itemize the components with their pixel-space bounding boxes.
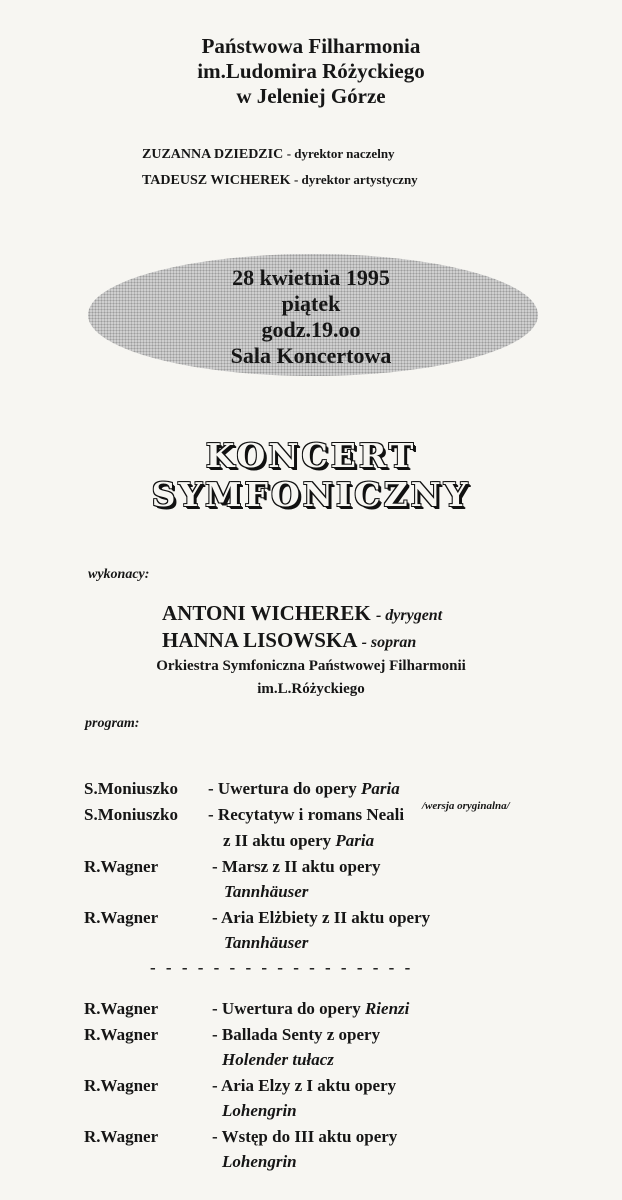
director-artistic [142,172,418,189]
director-general-role: - dyrektor naczelny [286,146,395,161]
program-work-opera: Tannhäuser [224,882,309,901]
program-composer: R.Wagner [84,908,159,927]
philharmonic-name-line2: im.Ludomira Różyckiego [197,59,425,83]
program-work-opera: Lohengrin [222,1101,297,1120]
orchestra-line2: im.L.Różyckiego [257,681,365,697]
event-venue: Sala Koncertowa [230,343,392,368]
program-composer: S.Moniuszko [84,779,178,798]
program-composer: R.Wagner [84,857,159,876]
orchestra-line1: Orkiestra Symfoniczna Państwowej Filharmonii [156,658,466,674]
program-work: - Recytatyw i romans Neali [208,805,405,824]
program-work: - Wstęp do III aktu opery [212,1127,398,1146]
program-work [212,999,409,1019]
program-work [208,779,400,799]
program-composer: R.Wagner [84,999,159,1018]
program-work: - Marsz z II aktu opery [212,857,381,876]
program-work-text: z II aktu opery [223,831,336,850]
performer-conductor-name: ANTONI WICHEREK [162,601,371,625]
program-composer: R.Wagner [84,1076,159,1095]
director-artistic-role: - dyrektor artystyczny [293,172,418,187]
philharmonic-name-line1: Państwowa Filharmonia [201,34,421,58]
director-artistic-name: TADEUSZ WICHEREK [142,173,291,188]
program-work-opera: Lohengrin [222,1152,297,1171]
program-work-opera: Rienzi [364,999,410,1018]
program-work-opera: Holender tułacz [222,1050,334,1069]
concert-title-line2: SYMFONICZNY [151,475,471,514]
performer-soprano-role: - sopran [361,634,417,651]
program-work-opera: Paria [360,779,400,798]
concert-title-line1: KONCERT [205,436,417,475]
program-work-text: - Uwertura do opery [208,779,361,798]
director-general [142,146,395,163]
philharmonic-name-line3: w Jeleniej Górze [236,84,386,108]
performers-label: wykonacy: [88,567,150,582]
intermission-separator: - - - - - - - - - - - - - - - - - [150,958,414,977]
program-label: program: [85,716,140,731]
program-composer: S.Moniuszko [84,805,178,824]
performer-soprano-name: HANNA LISOWSKA [162,628,357,652]
program-work-opera: Tannhäuser [224,933,309,952]
program-work-text: - Uwertura do opery [212,999,365,1018]
program-version-note: /wersja oryginalna/ [422,800,510,812]
program-composer: R.Wagner [84,1025,159,1044]
event-date: 28 kwietnia 1995 [232,265,390,290]
event-day: piątek [281,291,341,316]
program-work-opera: Paria [335,831,375,850]
director-general-name: ZUZANNA DZIEDZIC [142,147,284,162]
performer-conductor [162,601,442,626]
program-work: - Aria Elzy z I aktu opery [212,1076,397,1095]
performer-soprano [162,628,416,653]
event-time: godz.19.oo [261,317,361,342]
program-work: - Aria Elżbiety z II aktu opery [212,908,431,927]
performer-conductor-role: - dyrygent [375,607,443,624]
program-work: - Ballada Senty z opery [212,1025,381,1044]
program-work-continued [223,831,374,851]
program-composer: R.Wagner [84,1127,159,1146]
